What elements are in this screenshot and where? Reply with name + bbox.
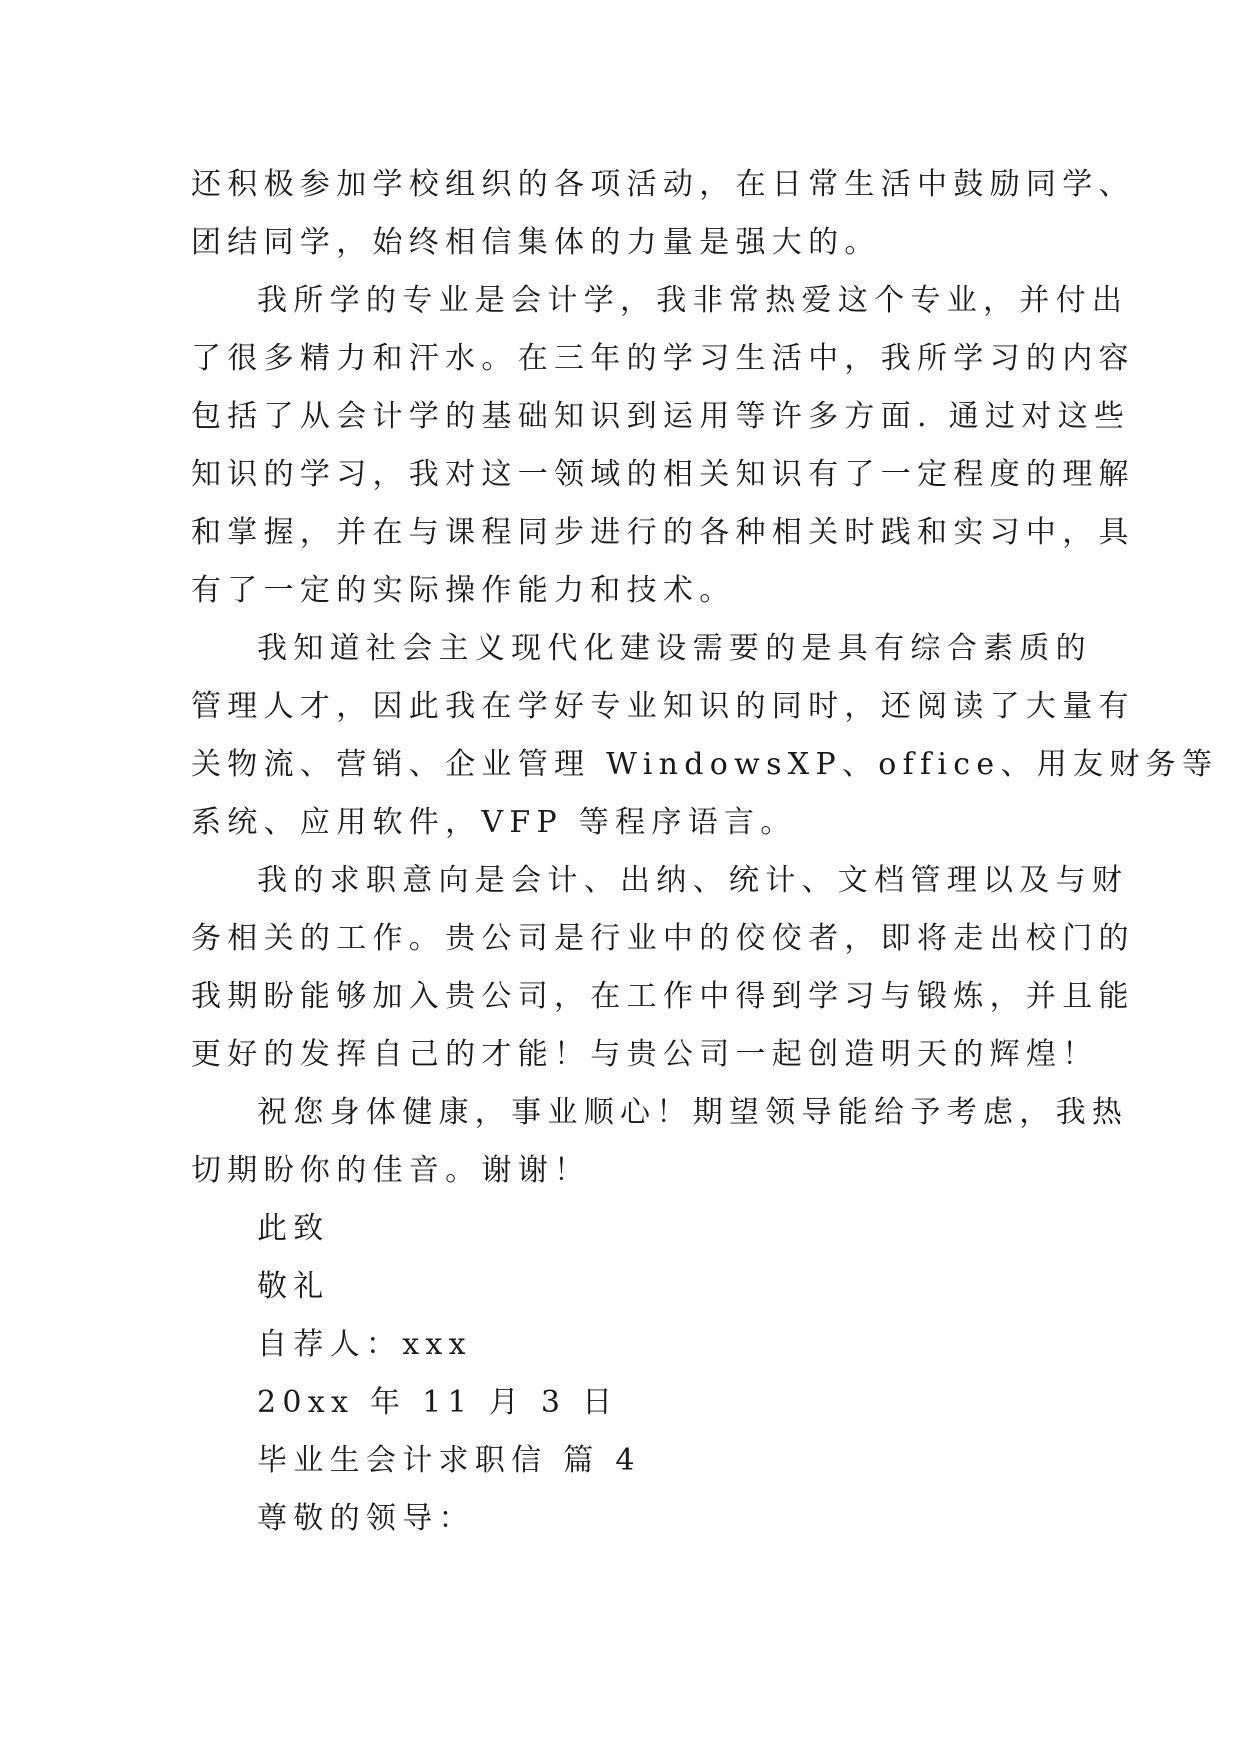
text-line: 有了一定的实际操作能力和技术。: [191, 573, 736, 608]
text-line: 团结同学，始终相信集体的力量是强大的。: [191, 225, 881, 260]
text-line: 毕业生会计求职信 篇 4: [257, 1443, 641, 1478]
text-line: 尊敬的领导：: [257, 1501, 475, 1536]
text-line: 我的求职意向是会计、出纳、统计、文档管理以及与财: [257, 863, 1129, 898]
letter-body: [191, 156, 1219, 1548]
text-line: 还积极参加学校组织的各项活动，在日常生活中鼓励同学、: [191, 167, 1135, 202]
text-line: 我所学的专业是会计学，我非常热爱这个专业，并付出: [257, 283, 1129, 318]
text-line: 更好的发挥自己的才能！与贵公司一起创造明天的辉煌！: [191, 1037, 1099, 1072]
text-line: 敬礼: [257, 1269, 330, 1304]
text-line: 知识的学习，我对这一领域的相关知识有了一定程度的理解: [191, 457, 1135, 492]
text-line: 关物流、营销、企业管理 WindowsXP、office、用友财务等: [191, 747, 1219, 782]
text-line: 自荐人：xxx: [257, 1327, 472, 1362]
text-line: 此致: [257, 1211, 330, 1246]
text-line: 务相关的工作。贵公司是行业中的佼佼者，即将走出校门的: [191, 921, 1135, 956]
text-line: 包括了从会计学的基础知识到运用等许多方面. 通过对这些: [191, 399, 1131, 434]
text-line: 20xx 年 11 月 3 日: [257, 1385, 619, 1420]
text-line: 和掌握，并在与课程同步进行的各种相关时践和实习中，具: [191, 515, 1135, 550]
text-line: 管理人才，因此我在学好专业知识的同时，还阅读了大量有: [191, 689, 1135, 724]
text-line: 祝您身体健康，事业顺心！期望领导能给予考虑，我热: [257, 1095, 1129, 1130]
text-line: 了很多精力和汗水。在三年的学习生活中，我所学习的内容: [191, 341, 1135, 376]
text-line: 切期盼你的佳音。谢谢！: [191, 1153, 591, 1188]
text-line: 我期盼能够加入贵公司，在工作中得到学习与锻炼，并且能: [191, 979, 1135, 1014]
text-line: 系统、应用软件，VFP 等程序语言。: [191, 805, 797, 840]
text-line: 我知道社会主义现代化建设需要的是具有综合素质的: [257, 631, 1092, 666]
